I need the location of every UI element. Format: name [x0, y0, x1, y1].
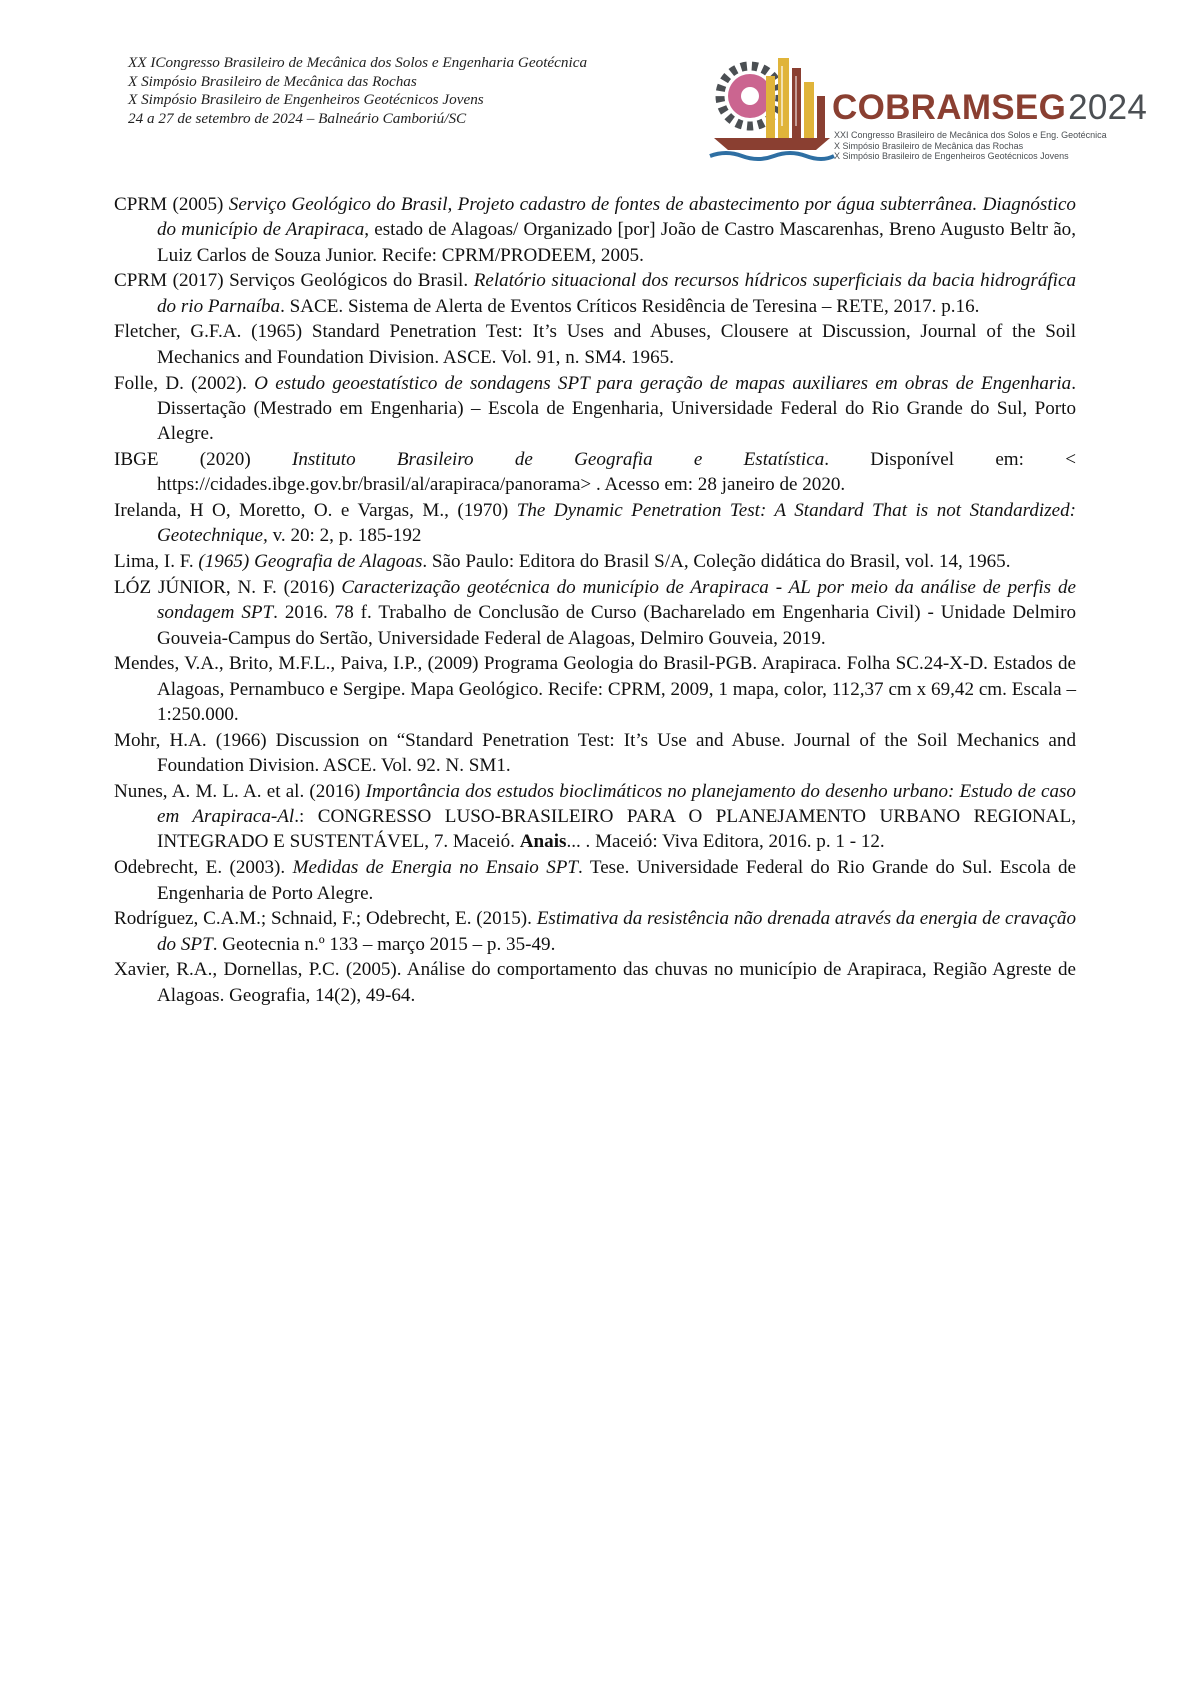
reference-text: IBGE (2020) — [114, 448, 292, 470]
reference-text: Odebrecht, E. (2003). — [114, 857, 293, 879]
reference-title: Serviço Geológico do Brasil, Projeto cadastro de fontes de abastecimento por água subterrânea. Diagnóstico do município de Arapiraca — [157, 194, 1076, 241]
reference-text: . São Paulo: Editora do Brasil S/A, Coleção didática do Brasil, vol. 14, 1965. — [422, 551, 1011, 573]
reference-entry — [114, 498, 1076, 549]
reference-text: v. 20: 2, p. 185-192 — [267, 525, 422, 547]
reference-text: Xavier, R.A., Dornellas, P.C. (2005). Análise do comportamento das chuvas no município de Arapiraca, Região Agreste de Alagoas. Geografia, 14(2), 49-64. — [114, 959, 1076, 1006]
reference-title: Estimativa da resistência não drenada através da energia de cravação do SPT — [157, 908, 1077, 955]
logo-subtitle-line: X Simpósio Brasileiro de Engenheiros Geotécnicos Jovens — [834, 151, 1069, 161]
reference-title: Relatório situacional dos recursos hídricos superficiais da bacia hidrográfica do rio Parnaíba — [157, 270, 1076, 317]
reference-text: . SACE. Sistema de Alerta de Eventos Críticos Residência de Teresina – RETE, 2017. p.16. — [280, 295, 980, 317]
logo-subtitle — [834, 130, 1107, 162]
reference-entry — [114, 268, 1076, 319]
reference-text: Rodríguez, C.A.M.; Schnaid, F.; Odebrecht, E. (2015). — [114, 908, 537, 930]
header-line: X Simpósio Brasileiro de Mecânica das Rochas — [128, 72, 417, 90]
reference-entry — [114, 957, 1076, 1008]
reference-entry — [114, 192, 1076, 268]
reference-text: LÓZ JÚNIOR, N. F. (2016) — [114, 576, 342, 598]
reference-text: Mendes, V.A., Brito, M.F.L., Paiva, I.P., (2009) Programa Geologia do Brasil-PGB. Arapiraca. Folha SC.24-X-D. Estados de Alagoas, Pernambuco e Sergipe. Mapa Geológico. Recife: CPRM, 2009, 1 mapa, color, 112,37 cm x 69,42 cm. Escala – 1:250.000. — [114, 653, 1076, 725]
logo-name: COBRAMSEG — [832, 88, 1067, 127]
reference-title: Caracterização geotécnica do município de Arapiraca - AL por meio da análise de perfis de sondagem SPT — [157, 576, 1076, 624]
reference-entry — [114, 549, 1076, 574]
reference-entry — [114, 319, 1076, 370]
reference-title: Medidas de Energia no Ensaio SPT — [292, 857, 579, 879]
header-line: XX ICongresso Brasileiro de Mecânica dos Solos e Engenharia Geotécnica — [128, 54, 588, 71]
conference-header — [128, 54, 587, 128]
reference-text: Lima, I. F. — [114, 551, 199, 573]
header-line: 24 a 27 de setembro de 2024 – Balneário Camboriú/SC — [128, 109, 467, 127]
cobramseg-logo — [706, 46, 1148, 166]
reference-list — [114, 192, 1076, 1009]
logo-subtitle-line: XXI Congresso Brasileiro de Mecânica dos Solos e Eng. Geotécnica — [834, 130, 1107, 140]
reference-entry — [114, 447, 1076, 498]
reference-text: ... . Maceió: Viva Editora, 2016. p. 1 - 12. — [566, 831, 885, 853]
logo-year: 2024 — [1068, 88, 1148, 127]
reference-text: . Disponível em: < https://cidades.ibge.gov.br/brasil/al/arapiraca/panorama> . Acesso em: 28 janeiro de 2020. — [157, 448, 1076, 496]
reference-text: . Geotecnia n.º 133 – março 2015 – p. 35-49. — [212, 933, 556, 955]
reference-title: O estudo geoestatístico de sondagens SPT para geração de mapas auxiliares em obras de Engenharia — [254, 372, 1072, 394]
logo-wordmark — [832, 90, 1147, 126]
reference-text: Irelanda, H O, Moretto, O. e Vargas, M., (1970) — [114, 500, 517, 522]
reference-title: Importância dos estudos bioclimáticos no planejamento do desenho urbano: Estudo de caso em Arapiraca-Al — [157, 780, 1076, 828]
reference-entry — [114, 728, 1076, 779]
reference-entry — [114, 371, 1076, 447]
reference-text: . 2016. 78 f. Trabalho de Conclusão de Curso (Bacharelado em Engenharia Civil) - Unidade Delmiro Gouveia-Campus do Sertão, Universidade Federal de Alagoas, Delmiro Gouveia, 2019. — [157, 602, 1076, 649]
reference-text: Folle, D. (2002). — [114, 372, 255, 394]
reference-entry — [114, 855, 1076, 906]
city-gear-wave-icon — [706, 46, 836, 166]
reference-text: , estado de Alagoas/ Organizado [por] João de Castro Mascarenhas, Breno Augusto Beltr ão, Luiz Carlos de Souza Junior. Recife: CPRM/PRODEEM, 2005. — [157, 219, 1076, 266]
reference-entry — [114, 575, 1076, 651]
reference-text: Fletcher, G.F.A. (1965) Standard Penetration Test: It’s Uses and Abuses, Clousere at Discussion, Journal of the Soil Mechanics and Foundation Division. ASCE. Vol. 91, n. SM4. 1965. — [114, 321, 1076, 368]
reference-text: CPRM (2017) Serviços Geológicos do Brasil. — [114, 270, 474, 292]
reference-text: Nunes, A. M. L. A. et al. (2016) — [114, 780, 366, 802]
reference-text: Mohr, H.A. (1966) Discussion on “Standard Penetration Test: It’s Use and Abuse. Journal of the Soil Mechanics and Foundation Division. ASCE. Vol. 92. N. SM1. — [114, 729, 1076, 777]
reference-text: . Dissertação (Mestrado em Engenharia) – Escola de Engenharia, Universidade Federal do Rio Grande do Sul, Porto Alegre. — [157, 372, 1076, 445]
reference-title: Instituto Brasileiro de Geografia e Estatística — [291, 448, 825, 470]
reference-title: (1965) Geografia de Alagoas — [198, 551, 423, 573]
header-line: X Simpósio Brasileiro de Engenheiros Geotécnicos Jovens — [128, 91, 484, 109]
reference-text: .: CONGRESSO LUSO-BRASILEIRO PARA O PLANEJAMENTO URBANO REGIONAL, INTEGRADO E SUSTENTÁVEL, 7. Maceió. — [157, 806, 1076, 853]
logo-subtitle-line: X Simpósio Brasileiro de Mecânica das Rochas — [834, 140, 1024, 151]
reference-entry — [114, 779, 1076, 855]
reference-title: The Dynamic Penetration Test: A Standard That is not Standardized: Geotechnique, — [157, 500, 1077, 547]
reference-text: . Tese. Universidade Federal do Rio Grande do Sul. Escola de Engenharia de Porto Alegre. — [157, 857, 1076, 904]
reference-bold: Anais — [519, 831, 567, 853]
reference-text: CPRM (2005) — [114, 194, 229, 215]
reference-entry — [114, 651, 1076, 727]
reference-entry — [114, 906, 1076, 957]
